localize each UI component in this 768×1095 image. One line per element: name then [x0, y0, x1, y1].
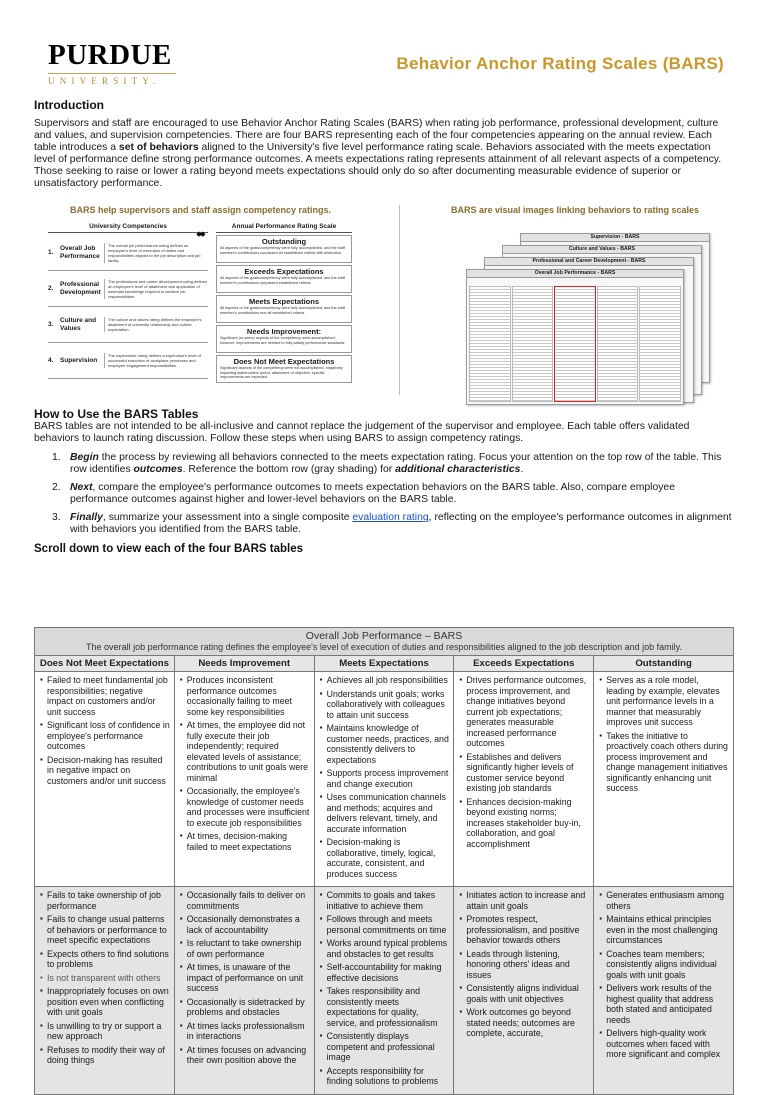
behavior-item: ▪ Is not transparent with others [40, 973, 170, 984]
column-header: Outstanding [593, 656, 733, 671]
behavior-item: ▪ Takes responsibility and consistently meets expectations for quality, service, and professionalism [320, 986, 450, 1028]
behavior-item: ▪ Decision-making is collaborative, timely, logical, accurate, consistent, and produces success [320, 837, 450, 879]
competency-number: 3. [48, 321, 54, 328]
behavior-item: ▪ Delivers work results of the highest quality that address both stated and anticipated needs [599, 983, 729, 1025]
rating-description: All aspects of the goals/competency were fully accomplished, and the staff member's contributions surpassed established criteria. [220, 276, 345, 285]
competency-row [48, 343, 208, 379]
behavior-item: ▪ Establishes and delivers significantly higher levels of customer service beyond existing job standards [459, 752, 589, 794]
competency-description: The professional and career development rating defines an employee's level of attainment and application of essential knowledge required to achieve job responsibilities. [104, 279, 208, 299]
behavior-item: ▪ Achieves all job responsibilities [320, 675, 450, 686]
behavior-item: ▪ Fails to take ownership of job performance [40, 890, 170, 911]
logo-rule [48, 73, 176, 74]
competency-name: Supervision [60, 356, 98, 364]
competency-description: The overall job performance rating defines an employee's level of execution of duties and responsibilities aligned to the job description and job family. [104, 243, 208, 263]
rating-scale-box [216, 295, 352, 323]
rating-name: Does Not Meet Expectations [233, 357, 335, 366]
behavior-item: ▪ Failed to meet fundamental job responsibilities; negative impact on customers and/or unit success [40, 675, 170, 717]
sheet-column [512, 286, 554, 402]
behavior-item: ▪ Generates enthusiasm among others [599, 890, 729, 911]
behavior-item: ▪ Self-accountability for making effective decisions [320, 962, 450, 983]
competency-number: 1. [48, 249, 54, 256]
rating-scale-box [216, 355, 352, 383]
rating-name: Meets Expectations [248, 297, 320, 306]
table-cell [314, 672, 454, 886]
behavior-list [320, 890, 450, 1087]
column-header: Does Not Meet Expectations [39, 658, 169, 669]
behavior-item: ▪ Fails to change usual patterns of behaviors or performance to meet specific expectations [40, 914, 170, 946]
behavior-item: ▪ Works around typical problems and obstacles to get results [320, 938, 450, 959]
sheet-title: Culture and Values - BARS [503, 246, 701, 254]
behavior-list [180, 675, 310, 852]
purdue-logo[interactable] [48, 40, 178, 86]
competency-name: Professional Development [60, 280, 101, 296]
behavior-item: ▪ Significant loss of confidence in employee's performance outcomes [40, 720, 170, 752]
behavior-item: ▪ Occasionally, the employee's knowledge of customer needs and processes were insufficient to execute job responsibilities [180, 786, 310, 828]
competencies-column [48, 223, 208, 379]
table-cell [174, 887, 314, 1094]
step-number: 3. [52, 512, 61, 524]
step-item [52, 452, 734, 476]
behavior-item: ▪ Expects others to find solutions to problems [40, 949, 170, 970]
rating-scale-box [216, 325, 352, 353]
behavior-item: ▪ Is reluctant to take ownership of own performance [180, 938, 310, 959]
rating-scale-heading: Annual Performance Rating Scale [216, 223, 352, 233]
step-lead: Begin [70, 452, 99, 463]
evaluation-rating-link[interactable]: evaluation rating [352, 512, 429, 524]
behavior-item: ▪ Serves as a role model, leading by example, elevates unit performance levels in a manner that measurably improves unit success [599, 675, 729, 728]
behavior-list [459, 890, 589, 1039]
step-lead: Next [70, 482, 93, 494]
behavior-item: ▪ Consistently aligns individual goals with unit objectives [459, 983, 589, 1004]
behavior-item: ▪ At times focuses on advancing their own position above the [180, 1045, 310, 1066]
table-cell [314, 887, 454, 1094]
behavior-item: ▪ Occasionally is sidetracked by problems and obstacles [180, 997, 310, 1018]
rating-scale-column [216, 223, 352, 385]
page-title: Behavior Anchor Rating Scales (BARS) [396, 54, 724, 73]
bars-stack-infographic [420, 205, 730, 405]
scroll-note: Scroll down to view each of the four BARS tables [34, 543, 304, 555]
characteristics-row [35, 886, 733, 1094]
behavior-item: ▪ Accepts responsibility for finding solutions to problems [320, 1066, 450, 1087]
intro-paragraph [34, 118, 734, 191]
double-arrow-icon: ⬌ [196, 227, 207, 241]
sheet-title: Overall Job Performance - BARS [467, 270, 683, 278]
step-emphasis: outcomes [133, 464, 183, 476]
intro-heading: Introduction [34, 98, 104, 112]
behavior-item: ▪ Drives performance outcomes, process improvement, and change initiatives beyond current job expectations; generates measurable increased performance outcomes [459, 675, 589, 749]
bars-sheet-stack [466, 223, 716, 405]
step-text: , compare the employee's performance outcomes to meets expectation behaviors on the BARS table. Also, compare employee performance outcomes against higher and lower-level behaviors on the BARS table. [70, 482, 675, 506]
behavior-list [459, 675, 589, 849]
behavior-item: ▪ Refuses to modify their way of doing things [40, 1045, 170, 1066]
behavior-item: ▪ At times, is unaware of the impact of performance on unit success [180, 962, 310, 994]
behavior-item: ▪ Understands unit goals; works collaboratively with colleagues to attain unit success [320, 689, 450, 721]
table-title: Overall Job Performance – BARS [35, 628, 733, 642]
step-text: the process by reviewing all behaviors connected to the meets expectation rating. Focus your attention on the top row of the table. This row identifies [70, 452, 722, 476]
rating-name: Exceeds Expectations [244, 267, 324, 276]
step-item [52, 512, 734, 536]
rating-description: All aspects of the goals/competency were fully accomplished, and the staff member's contributions surpassed all established criteria with distinction. [220, 246, 345, 255]
how-to-paragraph: BARS tables are not intended to be all-inclusive and cannot replace the judgement of the supervisor and employee. Each table offers validated behaviors to launch rating discussion. Follow these steps when using BARS to assign competency ratings. [34, 421, 690, 445]
competency-number: 2. [48, 285, 54, 292]
step-text: . [520, 464, 524, 476]
bars-sheet [466, 269, 684, 405]
step-emphasis: additional characteristics [395, 464, 521, 476]
step-text: . Reference the bottom row (gray shading) for [182, 464, 396, 476]
competency-name: Culture and Values [60, 316, 97, 332]
sheet-title: Professional and Career Development - BARS [485, 258, 693, 266]
step-item [52, 482, 734, 506]
behavior-item: ▪ Decision-making has resulted in negative impact on customers and/or unit success [40, 755, 170, 787]
rating-name: Needs Improvement: [246, 327, 322, 336]
table-header-row [35, 655, 733, 671]
behavior-item: ▪ At times, the employee did not fully execute their job independently; required elevated levels of assistance; contributions to unit goals were minimal [180, 720, 310, 783]
rating-description: All aspects of the goals/competency were fully accomplished, and the staff member's contributions met all established criteria. [220, 306, 345, 315]
behavior-item: ▪ Supports process improvement and change execution [320, 768, 450, 789]
table-cell [453, 887, 593, 1094]
sheet-grid [469, 286, 681, 402]
competencies-heading: University Competencies [48, 223, 208, 233]
competency-name: Overall Job Performance [60, 244, 100, 260]
sheet-column [639, 286, 681, 402]
infographic-divider [399, 205, 400, 395]
behavior-item: ▪ Coaches team members; consistently aligns individual goals with unit goals [599, 949, 729, 981]
behavior-item: ▪ Maintains ethical principles even in the most challenging circumstances [599, 914, 729, 946]
table-cell [174, 672, 314, 886]
infographic-caption-left: BARS help supervisors and staff assign competency ratings. [69, 205, 332, 215]
behavior-item: ▪ Occasionally demonstrates a lack of accountability [180, 914, 310, 935]
behavior-item: ▪ Takes the initiative to proactively coach others during process improvement and change management initiatives significantly enhancing unit success [599, 731, 729, 794]
step-text: , reflecting on the employee's performance outcomes in alignment with behaviors you identified from the BARS table. [70, 512, 732, 536]
behavior-item: ▪ Initiates action to increase and attain unit goals [459, 890, 589, 911]
rating-scale-box [216, 235, 352, 263]
column-header: Meets Expectations [314, 656, 454, 671]
competency-row [48, 235, 208, 271]
behavior-list [180, 890, 310, 1066]
step-lead: Finally [70, 512, 103, 524]
table-cell [35, 672, 174, 886]
sheet-column [469, 286, 511, 402]
steps-list [52, 452, 734, 543]
step-number: 2. [52, 482, 61, 494]
behavior-item: ▪ Leads through listening, honoring others' ideas and issues [459, 949, 589, 981]
rating-name: Outstanding [261, 237, 307, 246]
intro-text-2: aligned to the University's five level performance rating scale. Behaviors associated with the meets expectation level of performance define strong performance outcomes. A meets expectations rating represents attainment of all relevant aspects of a competency. Those seeking to raise or lower a rating beyond meets expectations should only do so after documenting measurable evidence of superior or unsatisfactory performance. [34, 142, 722, 190]
competency-row [48, 307, 208, 343]
competency-description: The culture and values rating defines the employee's attainment of university relationship and culture expectation. [104, 317, 208, 332]
behavior-item: ▪ Work outcomes go beyond stated needs; outcomes are complete, accurate, [459, 1007, 589, 1039]
step-number: 1. [52, 452, 61, 463]
column-header: Exceeds Expectations [453, 656, 593, 671]
behavior-item: ▪ Uses communication channels and methods; acquires and delivers relevant, timely, and accurate information [320, 792, 450, 834]
behavior-item: ▪ Maintains knowledge of customer needs, practices, and consistently delivers to expectations [320, 723, 450, 765]
behavior-item: ▪ Promotes respect, professionalism, and positive behavior towards others [459, 914, 589, 946]
table-cell [593, 672, 733, 886]
behavior-list [599, 890, 729, 1060]
step-text: , summarize your assessment into a single composite [102, 512, 353, 524]
table-subtitle: The overall job performance rating defines the employee's level of execution of duties and responsibilities aligned to the job description and job family. [35, 642, 733, 655]
behavior-list [599, 675, 729, 794]
competency-infographic [48, 205, 353, 395]
behavior-item: ▪ Produces inconsistent performance outcomes occasionally failing to meet some key responsibilities [180, 675, 310, 717]
competency-row [48, 271, 208, 307]
overall-job-performance-table [34, 627, 734, 1095]
how-to-heading: How to Use the BARS Tables [34, 407, 199, 421]
intro-text-1: Supervisors and staff are encouraged to use Behavior Anchor Rating Scales (BARS) when rating job performance, professional development, culture and values, and supervision competencies. There are four BARS representing each of the four competencies appearing on the annual review. Each table introduces a [34, 118, 719, 154]
behavior-item: ▪ Occasionally fails to deliver on commitments [180, 890, 310, 911]
logo-wordmark: PURDUE [48, 39, 172, 71]
behavior-item: ▪ Enhances decision-making beyond existing norms; increases stakeholder buy-in, collaboration, and goal accomplishment [459, 797, 589, 850]
infographic-caption-right: BARS are visual images linking behaviors to rating scales [450, 205, 700, 215]
table-cell [593, 887, 733, 1094]
behavior-list [40, 675, 170, 786]
behavior-item: ▪ Is unwilling to try or support a new approach [40, 1021, 170, 1042]
table-cell [453, 672, 593, 886]
sheet-title: Supervision - BARS [521, 234, 709, 242]
rating-scale-box [216, 265, 352, 293]
sheet-column-highlighted [554, 286, 596, 402]
competency-description: The supervision rating defines a supervisor's level of successful execution of workplace processes and employee engagement responsibilities. [104, 353, 208, 368]
behavior-item: ▪ Inappropriately focuses on own position even when conflicting with unit goals [40, 986, 170, 1018]
rating-description: Significant (or some) aspects of the competency were accomplished; however, improvements are needed to fully satisfy performance standards. [220, 336, 346, 345]
behavior-item: ▪ At times lacks professionalism in interactions [180, 1021, 310, 1042]
behavior-item: ▪ At times, decision-making failed to meet expectations [180, 831, 310, 852]
sheet-column [597, 286, 639, 402]
column-header: Needs Improvement [174, 656, 314, 671]
behavior-item: ▪ Consistently displays competent and professional image [320, 1031, 450, 1063]
table-cell [35, 887, 174, 1094]
rating-description: Significant aspects of the competency were not accomplished, negatively impacting stakeholders and/or attainment of objective; specific improvements are expected. [220, 366, 343, 380]
behavior-item: ▪ Delivers high-quality work outcomes when faced with more significant and complex [599, 1028, 729, 1060]
page-header [44, 36, 734, 92]
outcomes-row [35, 671, 733, 886]
behavior-list [320, 675, 450, 879]
competency-number: 4. [48, 357, 54, 364]
logo-subtitle: UNIVERSITY. [48, 76, 161, 86]
intro-bold: set of behaviors [118, 142, 199, 154]
behavior-item: ▪ Commits to goals and takes initiative to achieve them [320, 890, 450, 911]
behavior-item: ▪ Follows through and meets personal commitments on time [320, 914, 450, 935]
behavior-list [40, 890, 170, 1066]
